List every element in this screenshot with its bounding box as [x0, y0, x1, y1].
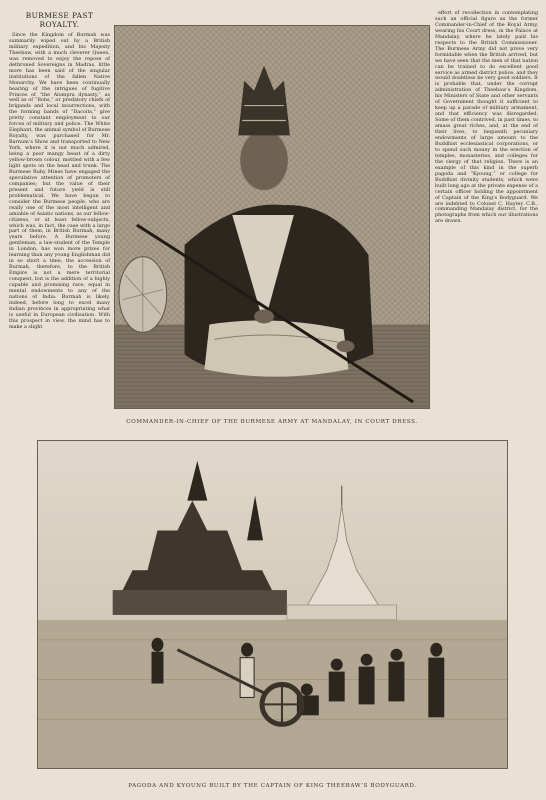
article-headline [9, 11, 110, 29]
bottom-figure-caption: PAGODA AND KYOUNG BUILT BY THE CAPTAIN OF KING THEEBAW’S BODYGUARD. [128, 783, 417, 789]
headline-line-2: ROYALTY. [39, 20, 80, 29]
headline-line-1: BURMESE PAST [25, 11, 94, 20]
pagoda-engraving [38, 441, 507, 768]
left-text-column [9, 11, 110, 331]
top-figure-caption: COMMANDER-IN-CHIEF OF THE BURMESE ARMY AT MANDALAY, IN COURT DRESS. [126, 419, 418, 425]
commander-engraving [115, 26, 429, 408]
pagoda-illustration [37, 440, 508, 769]
article-body-left: Since the Kingdom of Burmah was summarily wiped out by a British military expedition, and his Majesty Theebaw, with a much cleverer Queen, was removed to enjoy the repose of dethroned Sovereigns in Madras, little more has been said of the singular institutions of the fallen Native Monarchy. We have been continually hearing of the intrigues of fugitive Princes of “the Alompra dynasty,” as well as of “Bohs,” or predatory chiefs of brigands and local insurrections, with the forming bands of “Dacoits,” give pretty constant employment to our forces of military and police. The White Elephant, the animal symbol of Burmese Royalty, was purchased for Mr. Barnum’s Show and transported to New York, where it is not much admired, being a poor mangy beast of a dirty yellow-brown colour, mottled with a few light spots on the head and trunk. The Burmese Ruby Mines have engaged the speculative attention of promoters of companies; but the value of their present and future yield is still problematical. We have begun to consider the Burmese people, who are really one of the most intelligent and amiable of Asiatic nations, as our fellow-citizens, or at least fellow-subjects, which was, in fact, the case with a large part of them, in British Burmah, many years before. A Burmese young gentleman, a law-student of the Temple in London, has won more prizes for learning than any young Englishman did in so short a time; the accession of Burmah, therefore, to the British Empire is not a mere territorial conquest, but is the addition of a highly capable and promising race, equal in mental endowments to any of the nations of India. Burmah is likely, indeed, before long to excel many Indian provinces in appropriating what is useful in European civilisation. With this prospect in view, the mind has to make a slight [9, 32, 110, 330]
right-text-column [435, 11, 538, 225]
commander-illustration [114, 25, 430, 409]
article-body-right: effort of recollection in contemplating such an official figure as the former Commander-in-Chief of the Royal Army, wearing his Court dress, in the Palace at Mandalay, where he lately paid his respects to the British Commissioner. The Burmese Army did not prove very formidable when the British arrived, but we have seen that the men of that nation can be trained to do excellent good service as armed district police, and they would doubtless be very good soldiers. It is probable that, under the corrupt administration of Theebaw’s Kingdom, his Ministers of State and other servants of Government thought it sufficient to keep up a parade of military armament, and that efficiency was disregarded. Some of them contrived, in past times, to amass great riches, and, at the end of their lives, to bequeath pecuniary endowments of large amount to the Buddhist ecclesiastical corporations, or to spend such money in the erection of temples, monasteries, and colleges for the clergy of that religion. There is an example of this kind in the superb pagoda and “Kyoung,” or college for Buddhist divinity students, which were built long ago at the private expense of a certain officer holding the appointment of Captain of the King’s Bodyguard. We are indebted to Colonel C. Hayter, C.B., commanding Mandalay district, for the photographs from which our illustrations are drawn. [435, 10, 538, 225]
